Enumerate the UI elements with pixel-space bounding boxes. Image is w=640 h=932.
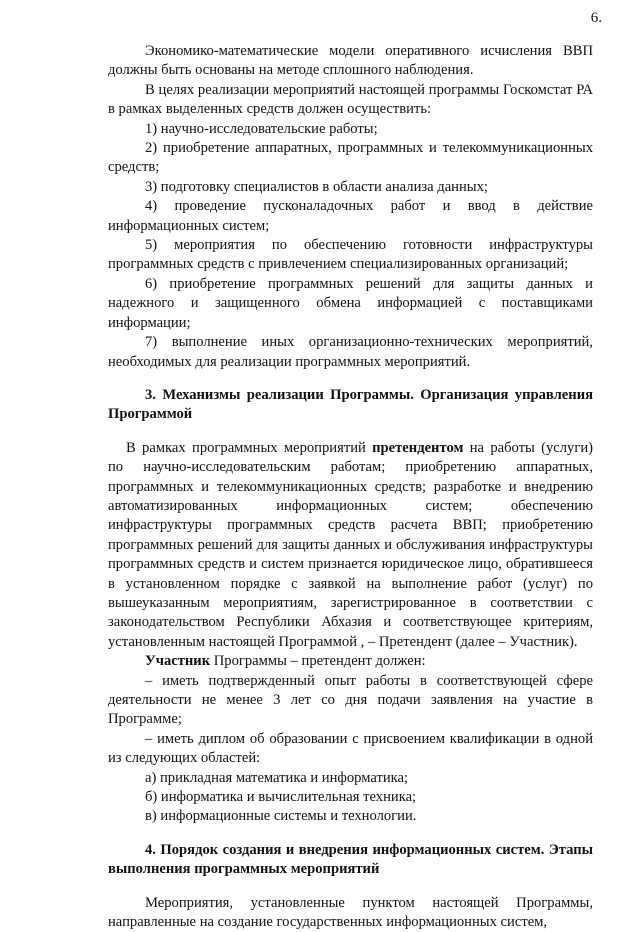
bold-term: Участник [145,653,211,670]
text-run: В рамках программных мероприятий [126,439,373,456]
list-item: в) информационные системы и технологии. [145,808,417,825]
page-number: 6. [590,10,602,26]
text-run: на работы (услуги) по научно-исследовательским работам; приобретению аппаратных, программных и телекоммуникационных средств; разработке и внедрению автоматизированных информационных систем; обеспечению инфраструктуры программных средств расчета ВВП; приобретению программных решений для защиты данных и обслуживания инфраструктуры программных средств и систем признается юридическое лицо, обратившееся в установленном порядке с заявкой на выполнение работ (услуг) по вышеуказанным мероприятиям, зарегистрированное в соответствии с законодательством Республики Абхазия и соответствующее критериям, установленным настоящей Программой , – Претендент (далее – Участник). [108,439,593,650]
paragraph: Мероприятия, установленные пунктом настоящей Программы, направленные на создание государственных информационных систем, [108,894,593,931]
list-item: 6) приобретение программных решений для защиты данных и надежного и защищенного обмена информацией с поставщиками информации; [108,275,593,331]
section-heading: 3. Механизмы реализации Программы. Организация управления Программой [108,386,593,423]
list-item: – иметь подтвержденный опыт работы в соответствующей сфере деятельности не менее 3 лет со дня подачи заявления на участие в Программе; [108,672,593,728]
text-run: Программы – претендент должен: [210,653,426,670]
list-item: 4) проведение пусконаладочных работ и ввод в действие информационных систем; [108,198,593,234]
list-item: – иметь диплом об образовании с присвоением квалификации в одной из следующих областей: [108,730,593,767]
list-item: 5) мероприятия по обеспечению готовности инфраструктуры программных средств с привлечением специализированных организаций; [108,237,593,273]
bold-term: претендентом [372,439,464,456]
paragraph [108,652,593,671]
list-item: 3) подготовку специалистов в области анализа данных; [145,178,488,195]
document-body [108,42,593,932]
paragraph [108,439,593,652]
list-item: 1) научно-исследовательские работы; [145,120,378,137]
list-item: б) информатика и вычислительная техника; [145,789,417,806]
list-item: 2) приобретение аппаратных, программных и телекоммуникационных средств; [108,140,593,176]
list-item: 7) выполнение иных организационно-технических мероприятий, необходимых для реализации программных мероприятий. [108,334,593,370]
list-item: а) прикладная математика и информатика; [145,769,409,786]
paragraph: В целях реализации мероприятий настоящей программы Госкомстат РА в рамках выделенных средств должен осуществить: [108,81,593,118]
section-heading: 4. Порядок создания и внедрения информационных систем. Этапы выполнения программных мероприятий [108,841,593,878]
paragraph: Экономико-математические модели оперативного исчисления ВВП должны быть основаны на методе сплошного наблюдения. [108,43,593,79]
